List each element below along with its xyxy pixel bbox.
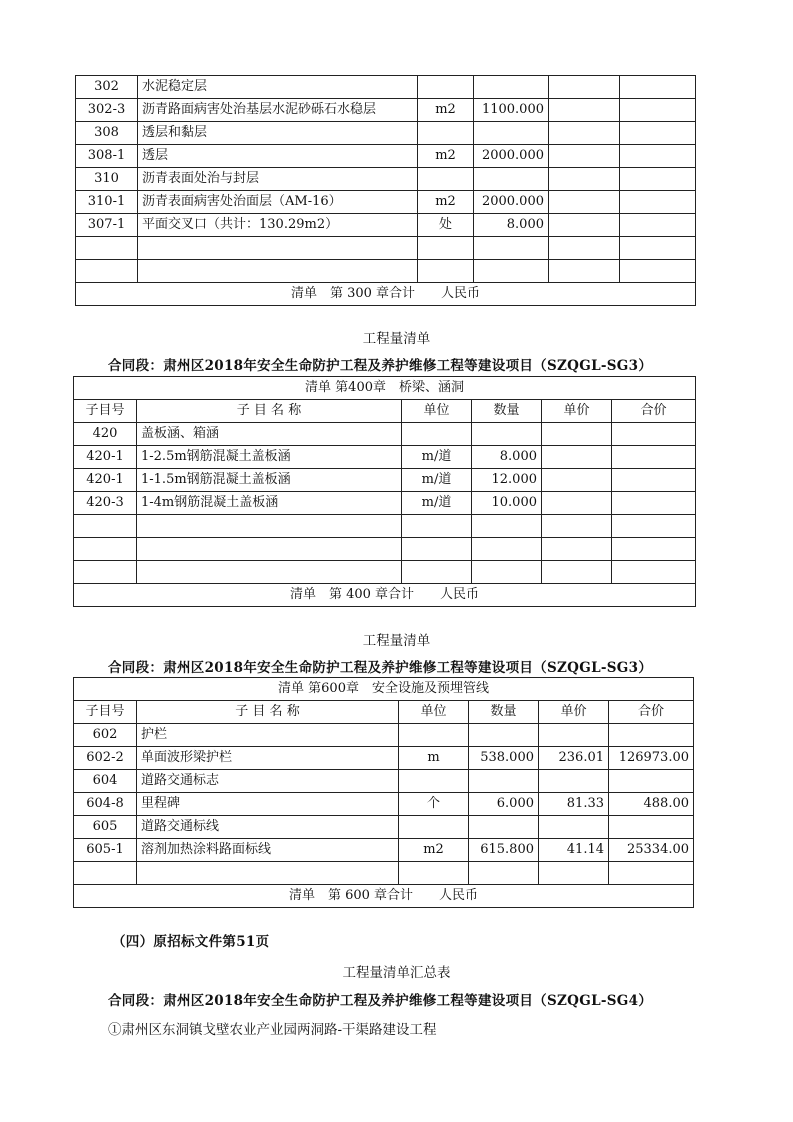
unit-cell — [399, 724, 469, 747]
item-name-cell: 护栏 — [137, 724, 399, 747]
table-row — [74, 816, 694, 839]
table-row — [76, 99, 696, 122]
unit-cell: m2 — [418, 145, 474, 168]
unit-price-cell — [549, 260, 620, 283]
item-name-cell: 道路交通标线 — [137, 816, 399, 839]
column-header: 合价 — [612, 400, 696, 423]
amount-cell: 25334.00 — [609, 839, 694, 862]
item-name-cell: 单面波形梁护栏 — [137, 747, 399, 770]
unit-price-cell — [549, 237, 620, 260]
table-row — [76, 191, 696, 214]
column-header: 单价 — [539, 701, 609, 724]
unit-cell — [399, 862, 469, 885]
chapter-title-row — [74, 377, 696, 400]
quantity-cell — [474, 76, 549, 99]
unit-cell: m2 — [418, 191, 474, 214]
summary-contract: 合同段：肃州区2018年安全生命防护工程及养护维修工程等建设项目（SZQGL-SG4） — [108, 993, 653, 1009]
footer-note: （四）原招标文件第51页 — [112, 934, 270, 950]
unit-price-cell: 236.01 — [539, 747, 609, 770]
unit-price-cell — [542, 561, 612, 584]
summary-title: 工程量清单汇总表 — [342, 965, 451, 981]
item-name-cell — [137, 538, 402, 561]
table-row — [74, 423, 696, 446]
column-header: 数量 — [472, 400, 542, 423]
item-name-cell — [137, 561, 402, 584]
unit-cell: m2 — [399, 839, 469, 862]
item-code-cell: 604-8 — [74, 793, 137, 816]
table-row-blank — [76, 237, 696, 260]
item-code-cell — [74, 862, 137, 885]
table-row — [74, 770, 694, 793]
table-row-blank — [74, 561, 696, 584]
item-code-cell — [76, 260, 138, 283]
column-header: 子目号 — [74, 701, 137, 724]
item-code-cell — [74, 515, 137, 538]
table-row — [76, 76, 696, 99]
quantity-cell: 615.800 — [469, 839, 539, 862]
item-name-cell: 透层和黏层 — [138, 122, 418, 145]
amount-cell — [612, 515, 696, 538]
column-header: 合价 — [609, 701, 694, 724]
amount-cell — [609, 816, 694, 839]
item-code-cell: 605-1 — [74, 839, 137, 862]
item-name-cell: 1-1.5m钢筋混凝土盖板涵 — [137, 469, 402, 492]
quantity-cell: 538.000 — [469, 747, 539, 770]
chapter-total-cell: 清单 第 400 章合计 人民币 — [74, 584, 696, 607]
item-name-cell — [137, 515, 402, 538]
column-header: 子 目 名 称 — [137, 400, 402, 423]
item-name-cell: 1-4m钢筋混凝土盖板涵 — [137, 492, 402, 515]
quantity-cell: 8.000 — [474, 214, 549, 237]
unit-cell — [418, 122, 474, 145]
table-row — [74, 492, 696, 515]
summary-item: ①肃州区东洞镇戈壁农业产业园两洞路-干渠路建设工程 — [108, 1022, 437, 1038]
chapter-total-cell: 清单 第 600 章合计 人民币 — [74, 885, 694, 908]
column-header: 单位 — [402, 400, 472, 423]
item-code-cell: 420-1 — [74, 469, 137, 492]
table-row — [74, 793, 694, 816]
item-code-cell: 602-2 — [74, 747, 137, 770]
unit-price-cell — [542, 538, 612, 561]
item-name-cell — [137, 862, 399, 885]
item-name-cell — [138, 237, 418, 260]
unit-price-cell — [542, 515, 612, 538]
column-header: 单位 — [399, 701, 469, 724]
quantity-cell: 6.000 — [469, 793, 539, 816]
unit-price-cell — [539, 770, 609, 793]
amount-cell — [620, 145, 696, 168]
quantity-cell — [469, 862, 539, 885]
item-code-cell: 302-3 — [76, 99, 138, 122]
amount-cell: 126973.00 — [609, 747, 694, 770]
column-header: 单价 — [542, 400, 612, 423]
quantity-cell: 10.000 — [472, 492, 542, 515]
unit-price-cell — [549, 76, 620, 99]
chapter-title-row — [74, 678, 694, 701]
item-name-cell: 平面交叉口（共计：130.29m2） — [138, 214, 418, 237]
item-code-cell: 302 — [76, 76, 138, 99]
item-name-cell: 1-2.5m钢筋混凝土盖板涵 — [137, 446, 402, 469]
amount-cell — [612, 492, 696, 515]
item-code-cell: 602 — [74, 724, 137, 747]
unit-price-cell — [539, 862, 609, 885]
column-header: 子目号 — [74, 400, 137, 423]
unit-cell — [402, 515, 472, 538]
unit-price-cell: 81.33 — [539, 793, 609, 816]
amount-cell — [620, 237, 696, 260]
table-row-blank — [74, 538, 696, 561]
amount-cell — [620, 168, 696, 191]
section-600-contract: 合同段：肃州区2018年安全生命防护工程及养护维修工程等建设项目（SZQGL-SG3） — [108, 660, 653, 676]
quantity-cell — [469, 816, 539, 839]
table-chapter-300 — [75, 75, 696, 306]
amount-cell — [609, 862, 694, 885]
item-code-cell: 310 — [76, 168, 138, 191]
quantity-cell — [469, 724, 539, 747]
section-600-heading: 工程量清单 — [362, 633, 431, 649]
quantity-cell: 2000.000 — [474, 145, 549, 168]
section-400-heading: 工程量清单 — [362, 331, 431, 347]
table-row-blank — [74, 515, 696, 538]
unit-cell — [399, 816, 469, 839]
total-row — [74, 885, 694, 908]
unit-price-cell — [539, 724, 609, 747]
unit-price-cell — [549, 122, 620, 145]
item-code-cell: 420-3 — [74, 492, 137, 515]
unit-price-cell — [549, 214, 620, 237]
table-chapter-400 — [73, 376, 696, 607]
unit-cell — [402, 423, 472, 446]
unit-cell: m/道 — [402, 469, 472, 492]
item-code-cell: 308 — [76, 122, 138, 145]
item-code-cell: 308-1 — [76, 145, 138, 168]
amount-cell — [620, 76, 696, 99]
unit-cell — [399, 770, 469, 793]
item-name-cell: 沥青表面处治与封层 — [138, 168, 418, 191]
unit-price-cell: 41.14 — [539, 839, 609, 862]
unit-price-cell — [549, 99, 620, 122]
table-row-blank — [74, 862, 694, 885]
amount-cell — [612, 538, 696, 561]
quantity-cell — [472, 423, 542, 446]
unit-cell: m — [399, 747, 469, 770]
quantity-cell: 8.000 — [472, 446, 542, 469]
quantity-cell — [472, 515, 542, 538]
item-code-cell: 605 — [74, 816, 137, 839]
chapter-total-cell: 清单 第 300 章合计 人民币 — [76, 283, 696, 306]
item-code-cell — [74, 561, 137, 584]
item-code-cell — [76, 237, 138, 260]
unit-price-cell — [542, 446, 612, 469]
item-name-cell: 里程碑 — [137, 793, 399, 816]
table-row — [74, 446, 696, 469]
item-code-cell: 307-1 — [76, 214, 138, 237]
unit-price-cell — [549, 145, 620, 168]
column-header: 子 目 名 称 — [137, 701, 399, 724]
unit-price-cell — [539, 816, 609, 839]
item-name-cell: 透层 — [138, 145, 418, 168]
quantity-cell: 12.000 — [472, 469, 542, 492]
unit-cell — [418, 168, 474, 191]
quantity-cell — [469, 770, 539, 793]
amount-cell — [612, 423, 696, 446]
table-row-blank — [76, 260, 696, 283]
unit-cell: m/道 — [402, 446, 472, 469]
amount-cell — [620, 214, 696, 237]
column-header-row — [74, 701, 694, 724]
table-row — [76, 214, 696, 237]
quantity-cell: 2000.000 — [474, 191, 549, 214]
table-chapter-600 — [73, 677, 694, 908]
table-row — [76, 145, 696, 168]
table-row — [74, 839, 694, 862]
quantity-cell — [474, 168, 549, 191]
unit-cell: m/道 — [402, 492, 472, 515]
table-row — [74, 724, 694, 747]
quantity-cell — [474, 122, 549, 145]
quantity-cell: 1100.000 — [474, 99, 549, 122]
item-code-cell: 604 — [74, 770, 137, 793]
table-row — [76, 122, 696, 145]
amount-cell: 488.00 — [609, 793, 694, 816]
item-name-cell: 沥青表面病害处治面层（AM-16） — [138, 191, 418, 214]
item-name-cell: 水泥稳定层 — [138, 76, 418, 99]
item-name-cell: 道路交通标志 — [137, 770, 399, 793]
unit-cell — [418, 260, 474, 283]
item-code-cell — [74, 538, 137, 561]
column-header-row — [74, 400, 696, 423]
total-row — [76, 283, 696, 306]
unit-cell — [402, 538, 472, 561]
item-name-cell: 沥青路面病害处治基层水泥砂砾石水稳层 — [138, 99, 418, 122]
unit-price-cell — [542, 492, 612, 515]
amount-cell — [620, 191, 696, 214]
table-row — [74, 469, 696, 492]
unit-cell: 处 — [418, 214, 474, 237]
item-name-cell — [138, 260, 418, 283]
amount-cell — [620, 260, 696, 283]
amount-cell — [612, 446, 696, 469]
column-header: 数量 — [469, 701, 539, 724]
quantity-cell — [472, 538, 542, 561]
unit-price-cell — [542, 469, 612, 492]
amount-cell — [612, 561, 696, 584]
unit-price-cell — [549, 168, 620, 191]
section-400-contract: 合同段：肃州区2018年安全生命防护工程及养护维修工程等建设项目（SZQGL-SG3） — [108, 358, 653, 374]
amount-cell — [620, 99, 696, 122]
item-code-cell: 420-1 — [74, 446, 137, 469]
amount-cell — [609, 724, 694, 747]
table-row — [76, 168, 696, 191]
unit-cell: m2 — [418, 99, 474, 122]
unit-price-cell — [542, 423, 612, 446]
unit-price-cell — [549, 191, 620, 214]
quantity-cell — [472, 561, 542, 584]
amount-cell — [609, 770, 694, 793]
amount-cell — [612, 469, 696, 492]
item-code-cell: 310-1 — [76, 191, 138, 214]
unit-cell — [418, 237, 474, 260]
chapter-title-cell: 清单 第600章 安全设施及预埋管线 — [74, 678, 694, 701]
unit-cell — [418, 76, 474, 99]
quantity-cell — [474, 237, 549, 260]
item-name-cell: 溶剂加热涂料路面标线 — [137, 839, 399, 862]
quantity-cell — [474, 260, 549, 283]
total-row — [74, 584, 696, 607]
amount-cell — [620, 122, 696, 145]
chapter-title-cell: 清单 第400章 桥梁、涵洞 — [74, 377, 696, 400]
unit-cell — [402, 561, 472, 584]
item-name-cell: 盖板涵、箱涵 — [137, 423, 402, 446]
unit-cell: 个 — [399, 793, 469, 816]
table-row — [74, 747, 694, 770]
item-code-cell: 420 — [74, 423, 137, 446]
